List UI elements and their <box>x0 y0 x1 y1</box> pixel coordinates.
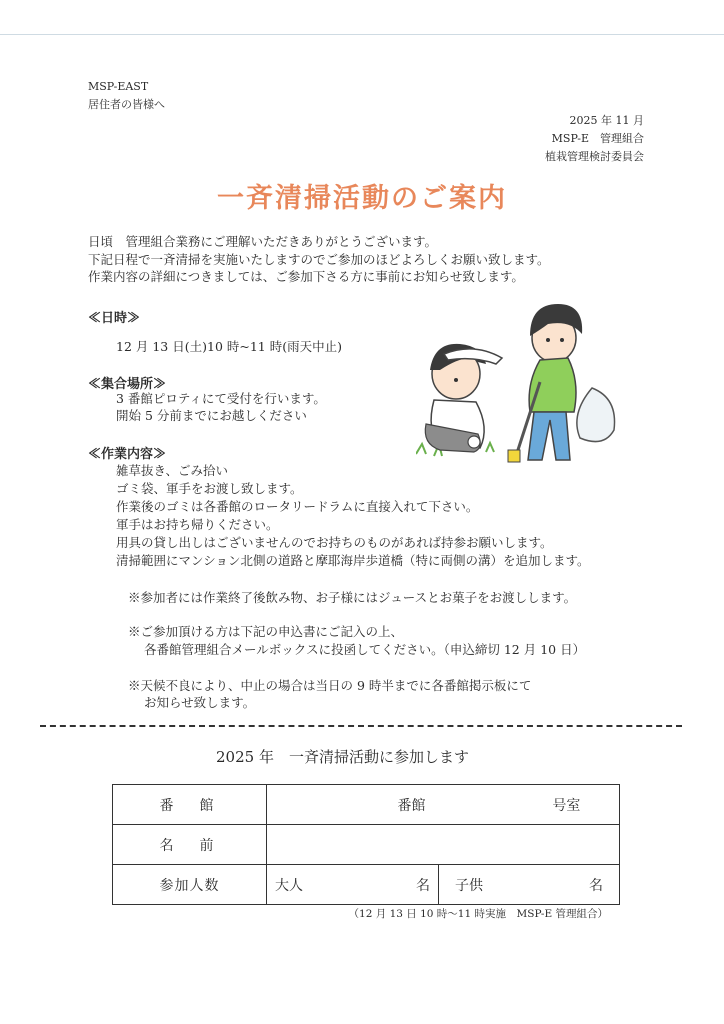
intro-line-2: 下記日程で一斉清掃を実施いたしますのでご参加のほどよろしくお願い致します。 <box>88 252 550 267</box>
issue-date: 2025 年 11 月 <box>569 114 644 127</box>
room-unit-label: 号室 <box>552 797 581 814</box>
note-application-1: ※ご参加頂ける方は下記の申込書にご記入の上、 <box>128 624 404 639</box>
form-label-participants: 参加人数 <box>113 865 267 905</box>
adult-label: 大人 <box>275 877 303 894</box>
adult-unit: 名 <box>416 877 430 894</box>
page-title: 一斉清掃活動のご案内 <box>217 183 507 214</box>
work-line-1: 雑草抜き、ごみ拾い <box>116 463 229 478</box>
participants-cell <box>267 865 620 905</box>
work-line-5: 用具の貸し出しはございませんのでお持ちのものがあれば持参お願いします。 <box>116 535 553 550</box>
form-label-name: 名 前 <box>113 825 267 865</box>
name-field[interactable] <box>267 825 620 865</box>
form-title: 2025 年 一斉清掃活動に参加します <box>216 748 469 766</box>
note-application-2: 各番館管理組合メールボックスに投函してください。（申込締切 12 月 10 日） <box>144 642 586 657</box>
work-line-4: 軍手はお持ち帰りください。 <box>116 517 279 532</box>
form-footnote: （12 月 13 日 10 時～11 時実施 MSP-E 管理組合） <box>348 908 608 920</box>
sender-committee: 植栽管理検討委員会 <box>545 150 644 163</box>
place-line-2: 開始 5 分前までにお越しください <box>116 408 307 423</box>
intro-line-1: 日頃 管理組合業務にご理解いただきありがとうございます。 <box>88 234 438 249</box>
note-weather-2: お知らせ致します。 <box>144 695 256 710</box>
org-name: MSP-EAST <box>88 80 149 93</box>
work-heading: ≪作業内容≫ <box>88 447 167 462</box>
boy-figure <box>508 304 615 462</box>
child-unit: 名 <box>589 877 603 894</box>
note-weather-1: ※天候不良により、中止の場合は当日の 9 時半までに各番館掲示板にて <box>128 678 532 693</box>
application-form <box>112 784 620 905</box>
child-count-field[interactable] <box>439 865 619 904</box>
schedule-value: 12 月 13 日(土)10 時~11 時(雨天中止) <box>116 339 342 354</box>
building-unit-label: 番館 <box>397 797 426 814</box>
intro-line-3: 作業内容の詳細につきましては、ご参加下さる方に事前にお知らせ致します。 <box>88 269 524 284</box>
place-heading: ≪集合場所≫ <box>88 377 167 392</box>
top-border <box>0 34 724 35</box>
form-label-building: 番 館 <box>113 785 267 825</box>
schedule-heading: ≪日時≫ <box>88 311 141 326</box>
cut-line <box>40 725 682 727</box>
girl-figure <box>425 344 502 452</box>
cleaning-illustration <box>416 292 646 472</box>
building-room-field[interactable] <box>267 785 620 825</box>
child-label: 子供 <box>455 877 483 894</box>
place-line-1: 3 番館ピロティにて受付を行います。 <box>116 391 326 406</box>
work-line-3: 作業後のゴミは各番館のロータリードラムに直接入れて下さい。 <box>116 499 479 514</box>
sender-association: MSP-E 管理組合 <box>551 132 644 145</box>
adult-count-field[interactable] <box>267 865 439 904</box>
work-line-2: ゴミ袋、軍手をお渡し致します。 <box>116 481 303 496</box>
note-refreshments: ※参加者には作業終了後飲み物、お子様にはジュースとお菓子をお渡しします。 <box>128 590 577 605</box>
addressee: 居住者の皆様へ <box>88 98 165 111</box>
work-line-6: 清掃範囲にマンション北側の道路と摩耶海岸歩道橋（特に両側の溝）を追加します。 <box>116 553 590 568</box>
